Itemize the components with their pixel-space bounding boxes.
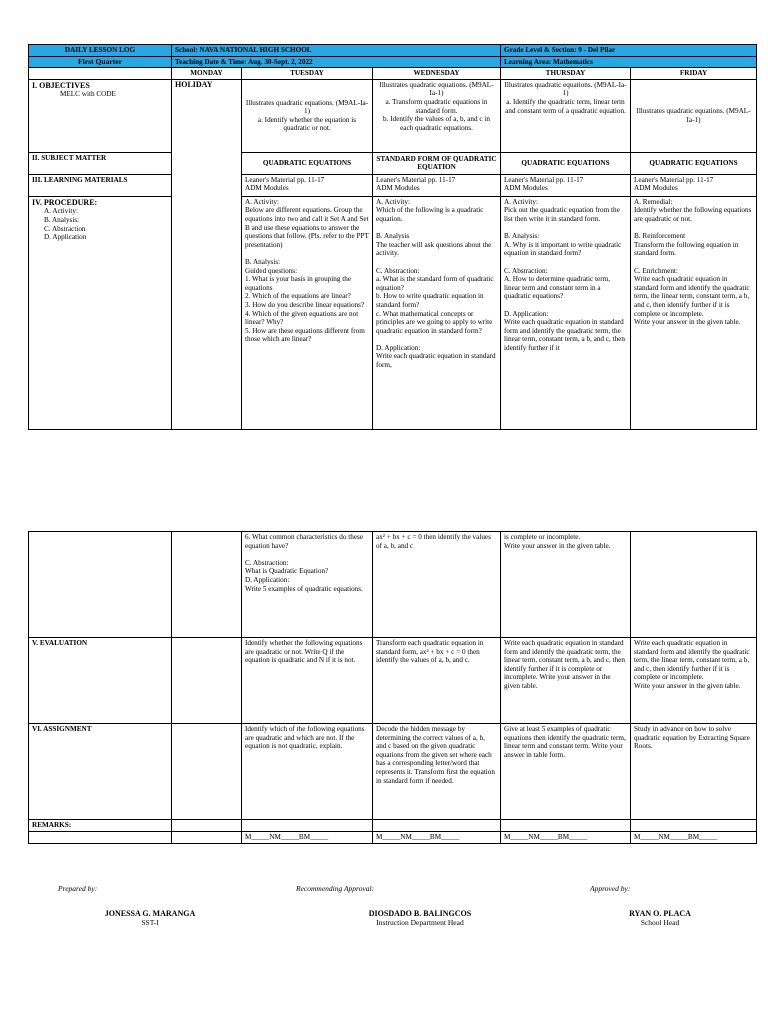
approved-signature-block	[590, 909, 730, 927]
subject-tuesday: QUADRATIC EQUATIONS	[242, 152, 373, 174]
day-thursday: THURSDAY	[501, 68, 631, 80]
evaluation-tuesday: Identify whether the following equations are quadratic or not. Write Q if the equation is quadratic and N if it is not.	[242, 638, 373, 724]
mnmbm-wednesday: M_____NM_____BM_____	[373, 831, 501, 843]
materials-label: III. LEARNING MATERIALS	[29, 174, 172, 196]
monday-holiday: HOLIDAY	[172, 79, 242, 429]
prepared-name: JONESSA G. MARANGA	[104, 909, 196, 918]
mnmbm-tuesday: M_____NM_____BM_____	[242, 831, 373, 843]
assignment-row	[29, 724, 757, 820]
subject-row	[29, 152, 757, 174]
procedure-cont-thursday: is complete or incomplete. Write your answer in the given table.	[501, 532, 631, 638]
objectives-label: I. OBJECTIVES	[32, 80, 90, 90]
day-tuesday: TUESDAY	[242, 68, 373, 80]
days-row	[29, 68, 757, 80]
procedure-cont-wednesday: ax² + bx + c = 0 then identify the values of a, b, and c	[373, 532, 501, 638]
subject-wednesday: STANDARD FORM OF QUADRATIC EQUATION	[373, 152, 501, 174]
materials-thursday: Leaner's Material pp. 11-17 ADM Modules	[501, 174, 631, 196]
evaluation-label: V. EVALUATION	[29, 638, 172, 724]
objectives-thursday: Illustrates quadratic equations. (M9AL-Ia-1) a. Identify the quadratic term, linear term and constant term of a quadratic equation.	[501, 79, 631, 152]
day-friday: FRIDAY	[631, 68, 757, 80]
recommending-signature-block	[330, 909, 510, 927]
remarks-thursday	[501, 820, 631, 832]
procedure-cont-friday	[631, 532, 757, 638]
learning-area: Learning Area: Mathematics	[501, 56, 757, 68]
materials-wednesday: Leaner's Material pp. 11-17 ADM Modules	[373, 174, 501, 196]
evaluation-wednesday: Transform each quadratic equation in standard form, ax² + bx + c = 0 then identify the values of a, b, and c.	[373, 638, 501, 724]
assignment-thursday: Give at least 5 examples of quadratic equations then identify the quadratic term, linear term and constant term. Write your answer in table form.	[501, 724, 631, 820]
objectives-friday: Illustrates quadratic equations. (M9AL-Ia-1)	[631, 79, 757, 152]
evaluation-monday	[172, 638, 242, 724]
objectives-wednesday: Illustrates quadratic equations. (M9AL-Ia-1) a. Transform quadratic equations in standard form. b. Identify the values of a, b, and c in each quadratic equations.	[373, 79, 501, 152]
assignment-wednesday: Decode the hidden message by determining the correct values of a, b, and c based on the given quadratic equations from the given set where each has a corresponding letter/word that represents it. Transform first the equation in standard form if needed.	[373, 724, 501, 820]
lesson-log-table-page1	[28, 44, 757, 430]
mnmbm-label	[29, 831, 172, 843]
remarks-friday	[631, 820, 757, 832]
evaluation-row	[29, 638, 757, 724]
procedure-label: IV. PROCEDURE:	[32, 197, 98, 207]
assignment-monday	[172, 724, 242, 820]
school-name: School: NAVA NATIONAL HIGH SCHOOL	[172, 45, 501, 57]
objectives-label-cell	[29, 79, 172, 152]
day-wednesday: WEDNESDAY	[373, 68, 501, 80]
procedure-cont-label	[29, 532, 172, 638]
objectives-tuesday: Illustrates quadratic equations. (M9AL-Ia-1) a. Identify whether the equation is quadratic or not.	[242, 79, 373, 152]
subject-label: II. SUBJECT MATTER	[29, 152, 172, 174]
prepared-by-label: Prepared by:	[58, 884, 98, 893]
remarks-tuesday	[242, 820, 373, 832]
procedure-tuesday: A. Activity: Below are different equations. Group the equations into two and call it Set A and Set B and use these equations to answer the questions that follow. (Pls. refer to the PPT presentation) B. Analysis: Guided questions: 1. What is your basis in grouping the equations 2. Which of the equations are linear? 3. How do you describe linear equations? 4. Which of the given equations are not linear? Why? 5. How are these equations different from those which are linear?	[242, 196, 373, 429]
procedure-activity: A. Activity:	[44, 207, 78, 216]
procedure-cont-monday	[172, 532, 242, 638]
melc-label: MELC with CODE	[60, 90, 116, 99]
remarks-label: REMARKS:	[29, 820, 172, 832]
evaluation-friday: Write each quadratic equation in standard form and identify the quadratic term, the linear term, constant term, a b, and c, then identify further if it is complete or incomplete. Write your answer in the given table.	[631, 638, 757, 724]
remarks-monday	[172, 820, 242, 832]
materials-row	[29, 174, 757, 196]
mnmbm-monday	[172, 831, 242, 843]
mnmbm-thursday: M_____NM_____BM_____	[501, 831, 631, 843]
procedure-label-cell	[29, 196, 172, 429]
objectives-row	[29, 79, 757, 152]
evaluation-thursday: Write each quadratic equation in standard form and identify the quadratic term, the linear term, constant term, a b, and c, then identify further if it is complete or incomplete. Write your answer in the given table.	[501, 638, 631, 724]
prepared-title: SST-I	[141, 918, 159, 927]
prepared-signature-block	[70, 909, 230, 927]
header-row-2	[29, 56, 757, 68]
days-row-blank	[29, 68, 172, 80]
assignment-tuesday: Identify which of the following equations are quadratic and which are not. If the equation is not quadratic, explain.	[242, 724, 373, 820]
recommending-approval-label: Recommending Approval:	[296, 884, 375, 893]
approved-by-label: Approved by:	[590, 884, 631, 893]
subject-friday: QUADRATIC EQUATIONS	[631, 152, 757, 174]
quarter-label: First Quarter	[29, 56, 172, 68]
procedure-continued-row	[29, 532, 757, 638]
log-title: DAILY LESSON LOG	[29, 45, 172, 57]
procedure-cont-tuesday: 6. What common characteristics do these equation have? C. Abstraction: What is Quadratic Equation? D. Application: Write 5 examples of quadratic equations.	[242, 532, 373, 638]
procedure-wednesday: A. Activity: Which of the following is a quadratic equation. B. Analysis The teacher will ask questions about the activity. C. Abstraction: a. What is the standard form of quadratic equation? b. How to write quadratic equation in standard form? c. What mathematical concepts or principles are we going to apply to write quadratic equation in standard form? D. Application: Write each quadratic equation in standard form,	[373, 196, 501, 429]
grade-section: Grade Level & Section: 9 - Del Pilar	[501, 45, 757, 57]
day-monday: MONDAY	[172, 68, 242, 80]
teaching-date: Teaching Date & Time: Aug. 30-Sept. 2, 2022	[172, 56, 501, 68]
approved-title: School Head	[640, 918, 680, 927]
subject-thursday: QUADRATIC EQUATIONS	[501, 152, 631, 174]
materials-tuesday: Leaner's Material pp. 11-17 ADM Modules	[242, 174, 373, 196]
mnmbm-friday: M_____NM_____BM_____	[631, 831, 757, 843]
mnmbm-row	[29, 831, 757, 843]
remarks-wednesday	[373, 820, 501, 832]
lesson-log-table-page2	[28, 531, 757, 844]
header-row-1	[29, 45, 757, 57]
approved-name: RYAN O. PLACA	[629, 909, 691, 918]
procedure-application: D. Application	[44, 233, 87, 242]
assignment-label: VI. ASSIGNMENT	[29, 724, 172, 820]
remarks-row	[29, 820, 757, 832]
procedure-row	[29, 196, 757, 429]
assignment-friday: Study in advance on how to solve quadratic equation by Extracting Square Roots.	[631, 724, 757, 820]
recommending-title: Instruction Department Head	[376, 918, 464, 927]
procedure-thursday: A. Activity: Pick out the quadratic equation from the list then write it in standard form. B. Analysis: A. Why is it important to write quadratic equation in standard form? C. Abstraction: A. How to determine quadratic term, linear term and constant term in a quadratic equations? D. Application: Write each quadratic equation in standard form and identify the quadratic term, the linear term, constant term, a b, and c, then identify further if it	[501, 196, 631, 429]
procedure-analysis: B. Analysis:	[44, 215, 80, 224]
procedure-abstraction: C. Abstraction	[44, 224, 86, 233]
procedure-friday: A. Remedial: Identify whether the following equations are quadratic or not. B. Reinforcement Transform the following equation in standard form. C. Enrichment: Write each quadratic equation in standard form and identify the quadratic term, the linear term, constant term, a b, and c, then identify further if it is complete or incomplete. Write your answer in the given table.	[631, 196, 757, 429]
materials-friday: Leaner's Material pp. 11-17 ADM Modules	[631, 174, 757, 196]
recommending-name: DIOSDADO B. BALINGCOS	[368, 909, 472, 918]
